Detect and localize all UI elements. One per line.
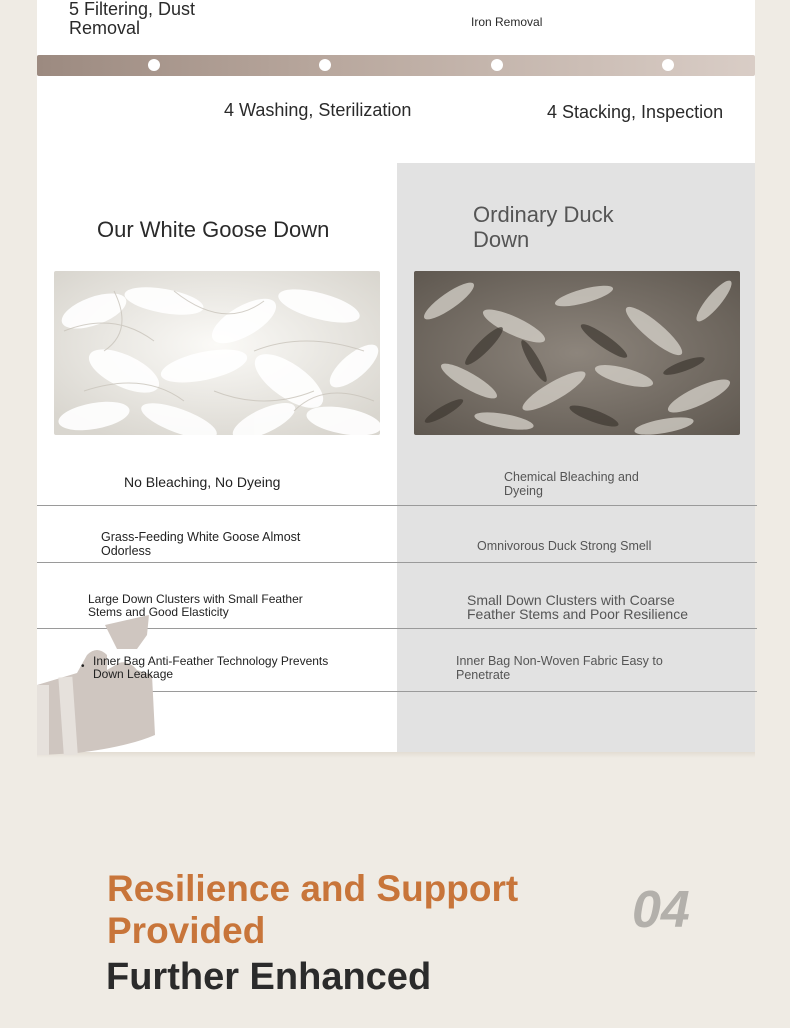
row-divider (37, 562, 757, 563)
white-goose-down-photo (54, 271, 380, 435)
duck-row-non-woven: Inner Bag Non-Woven Fabric Easy to Penetrate (456, 654, 663, 682)
timeline-dot (662, 59, 674, 71)
row-divider (37, 505, 757, 506)
step-washing-sterilization: 4 Washing, Sterilization (224, 100, 412, 120)
step-filtering-dust-removal: 5 Filtering, Dust Removal (69, 0, 196, 38)
duck-row-bleaching: Chemical Bleaching and Dyeing (504, 470, 639, 498)
step-stacking-inspection: 4 Stacking, Inspection (547, 102, 724, 122)
section-title-highlight: Resilience and Support Provided (107, 868, 519, 952)
goose-row-no-bleaching: No Bleaching, No Dyeing (124, 474, 281, 490)
timeline-dot (319, 59, 331, 71)
section-title-subline: Further Enhanced (106, 956, 432, 998)
goose-row-bullet: • (81, 661, 85, 672)
timeline-dot (148, 59, 160, 71)
goose-row-odorless: Grass-Feeding White Goose Almost Odorless (101, 530, 301, 558)
duck-down-title: Ordinary Duck Down (473, 202, 614, 253)
hand-illustration (37, 615, 157, 755)
duck-row-smell: Omnivorous Duck Strong Smell (477, 539, 652, 553)
process-timeline-bar (37, 55, 755, 76)
ordinary-duck-down-photo (414, 271, 740, 435)
duck-row-resilience: Small Down Clusters with Coarse Feather Stems and Poor Resilience (467, 592, 688, 622)
timeline-dot (491, 59, 503, 71)
goose-row-anti-feather: Inner Bag Anti-Feather Technology Prevents Down Leakage (93, 654, 329, 682)
goose-row-elasticity: Large Down Clusters with Small Feather Stems and Good Elasticity (88, 592, 303, 620)
goose-down-title: Our White Goose Down (97, 217, 330, 242)
section-number: 04 (632, 881, 690, 939)
step-iron-removal: Iron Removal (471, 15, 543, 29)
